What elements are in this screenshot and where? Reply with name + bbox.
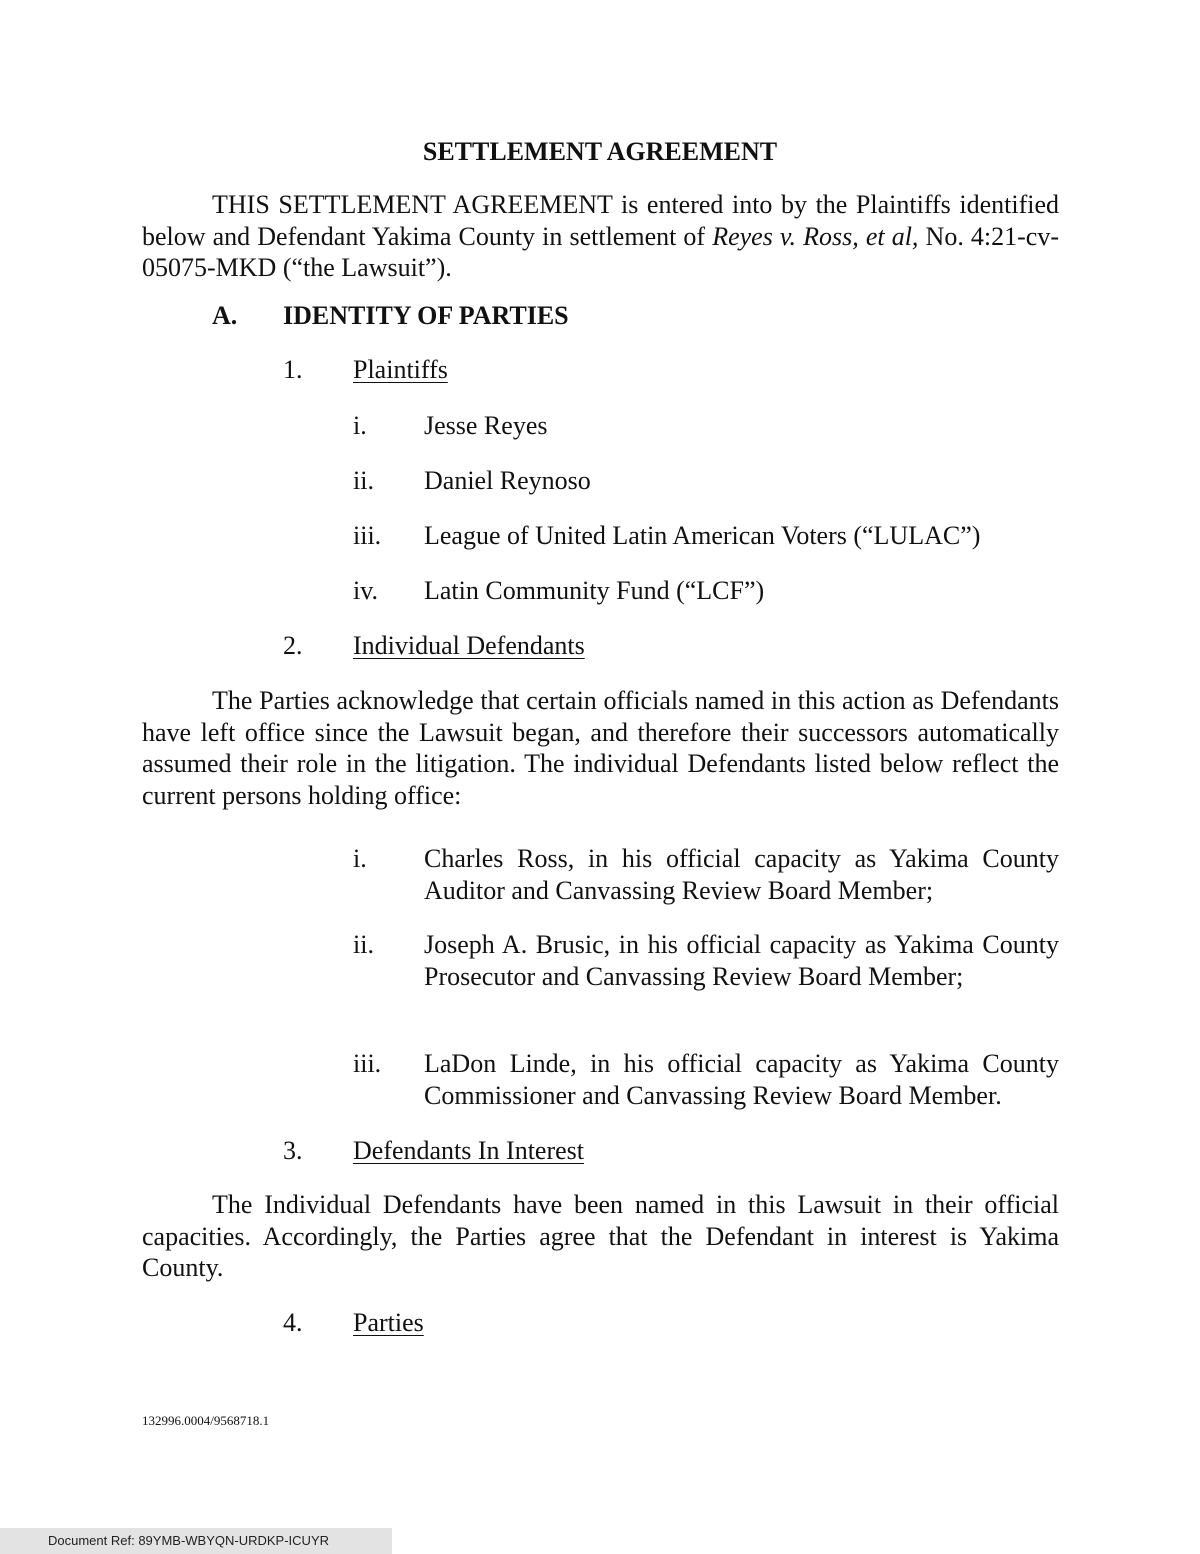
- plaintiff-name: Latin Community Fund (“LCF”): [424, 576, 765, 605]
- section-title: IDENTITY OF PARTIES: [283, 301, 569, 330]
- defendants-in-interest-number: 3.: [283, 1136, 303, 1165]
- plaintiff-numeral: iii.: [353, 521, 382, 550]
- document-ref-bar: Document Ref: 89YMB-WBYQN-URDKP-ICUYR: [0, 1528, 392, 1554]
- parties-heading: Parties: [353, 1308, 424, 1337]
- plaintiff-numeral: iv.: [353, 576, 379, 605]
- section-letter: A.: [212, 301, 238, 330]
- defendants-in-interest-heading: Defendants In Interest: [353, 1136, 585, 1165]
- defendant-entry: Joseph A. Brusic, in his official capacity as Yakima County Prosecutor and Canvassing Review Board Member;: [424, 930, 1059, 991]
- intro-paragraph: [142, 189, 1059, 284]
- defendant-numeral: iii.: [353, 1049, 382, 1078]
- plaintiff-numeral: ii.: [353, 466, 374, 495]
- parties-number: 4.: [283, 1308, 303, 1337]
- defendant-entry: LaDon Linde, in his official capacity as Yakima County Commissioner and Canvassing Review Board Member.: [424, 1049, 1059, 1110]
- intro-text-end: No. 4:21-cv-05075-MKD (“the Lawsuit”).: [142, 221, 1059, 282]
- plaintiff-name: League of United Latin American Voters (“LULAC”): [424, 521, 981, 550]
- plaintiffs-heading: Plaintiffs: [353, 355, 448, 384]
- individual-defendants-number: 2.: [283, 631, 303, 660]
- footer-reference: 132996.0004/9568718.1: [142, 1413, 270, 1428]
- plaintiff-name: Jesse Reyes: [424, 411, 548, 440]
- document-title: SETTLEMENT AGREEMENT: [422, 137, 778, 166]
- individual-defendants-heading: Individual Defendants: [353, 631, 585, 660]
- individual-defendants-paragraph: The Parties acknowledge that certain officials named in this action as Defendants have left office since the Lawsuit began, and therefore their successors automatically assumed their role in the litigation. The individual Defendants listed below reflect the current persons holding office:: [142, 686, 1059, 810]
- defendant-numeral: ii.: [353, 930, 374, 959]
- plaintiffs-number: 1.: [283, 355, 303, 384]
- defendant-numeral: i.: [353, 844, 367, 873]
- plaintiff-numeral: i.: [353, 411, 367, 440]
- defendants-in-interest-paragraph: The Individual Defendants have been named in this Lawsuit in their official capacities. Accordingly, the Parties agree that the Defendant in interest is Yakima County.: [142, 1190, 1059, 1282]
- defendant-entry: Charles Ross, in his official capacity as Yakima County Auditor and Canvassing Review Board Member;: [424, 844, 1059, 905]
- case-name: Reyes v. Ross, et al,: [712, 221, 919, 251]
- plaintiff-name: Daniel Reynoso: [424, 466, 591, 495]
- intro-text: THIS SETTLEMENT AGREEMENT is entered into by the Plaintiffs identified below and Defendant Yakima County in settlement of: [142, 190, 1059, 251]
